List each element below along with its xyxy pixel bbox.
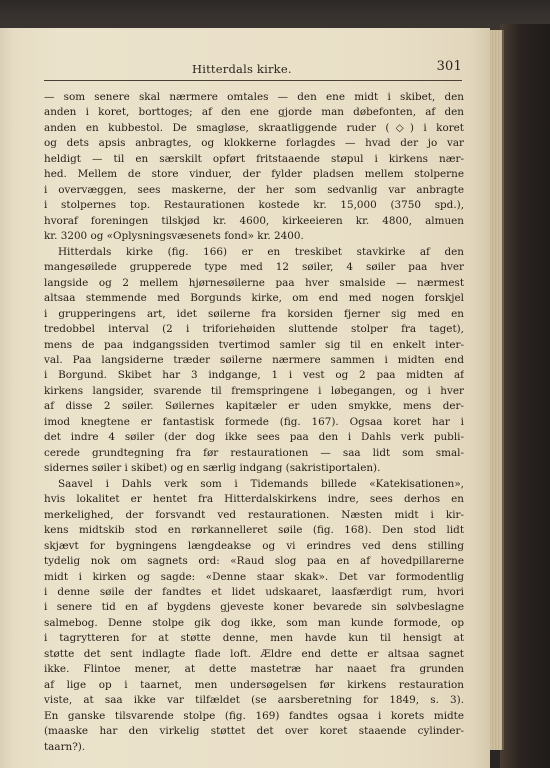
text-line: midt i kirken og sagde: «Denne staar skak». Det var formodentlig bbox=[44, 570, 464, 583]
text-line: i stolpernes top. Restaurationen kostede kr. 15,000 (3750 spd.), bbox=[44, 199, 464, 212]
book-binding bbox=[500, 24, 550, 768]
text-line: kens midtskib stod en rørkannelleret søile (fig. 168). Den stod lidt bbox=[44, 524, 464, 537]
text-line: skjævt for bygningens længdeakse og vi erindres ved dens stilling bbox=[44, 539, 464, 552]
text-line: imod knegtene er fantastisk formede (fig. 167). Ogsaa koret har i bbox=[44, 415, 464, 428]
header-rule bbox=[44, 80, 462, 81]
text-line: sidernes søiler i skibet) og en særlig indgang (sakristiportalen). bbox=[44, 462, 381, 475]
text-line: Hitterdals kirke (fig. 166) er en treskibet stavkirke af den bbox=[58, 245, 464, 258]
text-line: tydelig nok om sagnets ord: «Raud slog paa en af hovedpillarerne bbox=[44, 555, 464, 568]
text-line: val. Paa langsiderne træder søilerne nærmere sammen i midten end bbox=[44, 353, 464, 366]
text-line: anden i koret, borttoges; af den ene gjorde man døbefonten, af den bbox=[44, 106, 464, 119]
text-line: det indre 4 søiler (der dog ikke sees paa den i Dahls verk publi- bbox=[44, 431, 464, 444]
text-line: støtte det sent indlagte flade loft. Ældre end dette er altsaa sagnet bbox=[44, 647, 464, 660]
text-line: tredobbel interval (2 i triforiehøiden sluttende stolper fra taget), bbox=[44, 323, 464, 336]
text-line: i tagrytteren for at støtte denne, men havde kun til hensigt at bbox=[44, 632, 464, 645]
text-line: i grupperingens art, idet søilerne fra korsiden fjerner sig med en bbox=[44, 307, 464, 320]
running-title: Hitterdals kirke. bbox=[192, 62, 292, 76]
text-line: salmebog. Denne stolpe gik dog ikke, som man kunde formode, op bbox=[44, 616, 464, 629]
text-line: anden en kubbestol. De smagløse, skraatliggende ruder (◇) i koret bbox=[44, 121, 464, 134]
text-line: i senere tid en af bygdens gjeveste koner bevarede sin sølvbeslagne bbox=[44, 601, 464, 614]
text-line: altsaa stemmende med Borgunds kirke, om end med nogen forskjel bbox=[44, 292, 464, 305]
text-line: viste, at saa ikke var tilfældet (se aarsberetning for 1849, s. 3). bbox=[44, 694, 464, 707]
text-line: — som senere skal nærmere omtales — den ene midt i skibet, den bbox=[44, 91, 464, 103]
text-line: En ganske tilsvarende stolpe (fig. 169) fandtes ogsaa i korets midte bbox=[44, 709, 464, 722]
text-line: ikke. Flintoe mener, at dette mastetræ har naaet fra grunden bbox=[44, 663, 464, 676]
text-line: merkelighed, der forsvandt ved restaurationen. Næsten midt i kir- bbox=[44, 508, 464, 521]
text-line: i denne søile der fandtes et lidet udskaaret, laasfærdigt rum, hvori bbox=[44, 586, 464, 598]
text-line: Saavel i Dahls verk som i Tidemands billede «Katekisationen», bbox=[58, 477, 464, 490]
text-line: kr. 3200 og «Oplysningsvæsenets fond» kr. 2400. bbox=[44, 230, 304, 243]
body-text bbox=[44, 90, 464, 755]
text-line: i Borgund. Skibet har 3 indgange, 1 i vest og 2 paa midten af bbox=[44, 369, 464, 382]
text-line: hvoraf foreningen tilskjød kr. 4600, kirkeeieren kr. 4800, almuen bbox=[44, 214, 464, 227]
text-line: taarn?). bbox=[44, 740, 86, 753]
text-line: af lige op i taarnet, men undersøgelsen før kirkens restauration bbox=[44, 678, 464, 691]
text-line: (maaske har den virkelig støttet det over koret staaende cylinder- bbox=[44, 725, 464, 738]
page-number: 301 bbox=[436, 59, 462, 74]
page-header bbox=[44, 59, 462, 80]
text-line: kirkens langsider, svarende til fremspringene i løbegangen, og i hver bbox=[44, 384, 464, 397]
text-line: af disse 2 søiler. Søilernes kapitæler er uden smykke, mens der- bbox=[44, 400, 464, 413]
text-line: heldigt — til en særskilt opført fritstaaende støpul i kirkens nær- bbox=[44, 152, 464, 165]
text-line: og dets apsis anbragtes, og klokkerne forlagdes — hvad der jo var bbox=[44, 137, 464, 150]
text-line: mens de paa indgangssiden tvertimod samler sig til en enkelt inter- bbox=[44, 338, 464, 351]
text-line: cerede grundtegning fra før restaurationen — saa lidt som smal- bbox=[44, 446, 464, 459]
text-line: i overvæggen, sees maskerne, der her som sedvanlig var anbragte bbox=[44, 183, 464, 196]
text-line: hvis lokalitet er hentet fra Hitterdalskirkens indre, sees derhos en bbox=[44, 493, 464, 506]
text-line: hed. Mellem de store vinduer, der fylder pladsen mellem stolperne bbox=[44, 168, 464, 181]
text-line: langside og 2 mellem hjørnesøilerne paa hver smalside — nærmest bbox=[44, 276, 464, 289]
text-line: mangesøilede grupperede type med 12 søiler, 4 søiler paa hver bbox=[44, 261, 464, 274]
